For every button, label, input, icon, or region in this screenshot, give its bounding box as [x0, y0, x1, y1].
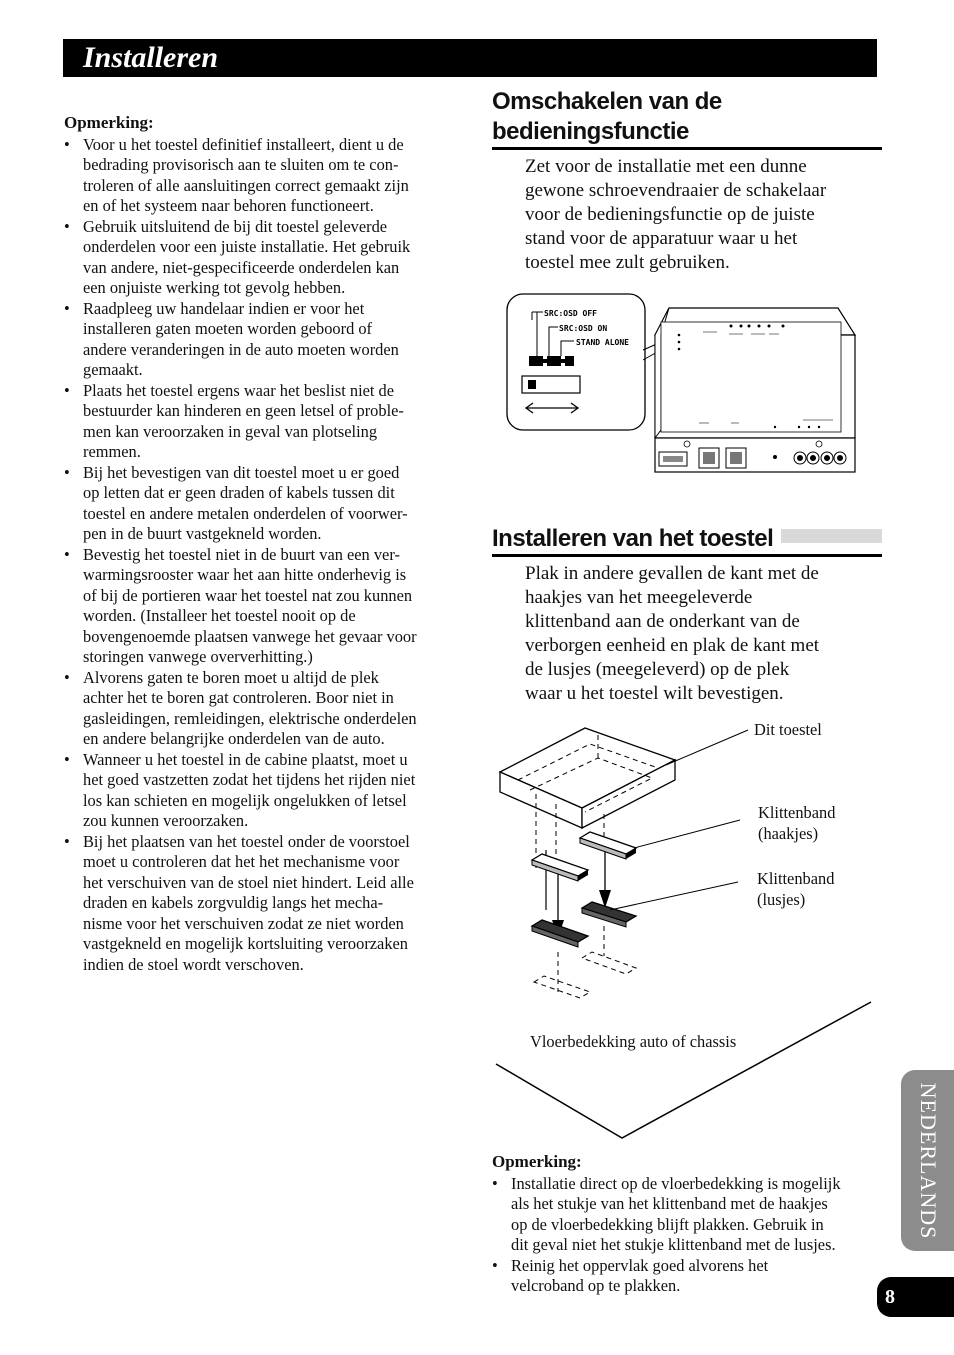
language-tab — [901, 1070, 954, 1251]
label-loops: Klittenband (lusjes) — [757, 869, 835, 909]
list-item: • Raadpleeg uw handelaar indien er voor het installeren gaten moeten worden geboord of andere veranderingen in de auto moeten worden gemaakt. — [64, 299, 456, 381]
hook-strip — [580, 832, 636, 859]
list-item: • Wanneer u het toestel in de cabine plaatst, moet u het goed vastzetten zodat het tijdens het rijden niet los kan schieten en mogelijk ongelukken of letsel zou kunnen veroorzaken. — [64, 750, 456, 832]
list-item: • Alvorens gaten te boren moet u altijd de plek achter het te boren gat controleren. Boor niet in gasleidingen, remleidingen, elektrische onderdelen en andere belangrijke onderdelen van de auto. — [64, 668, 456, 750]
section-body-install: Plak in andere gevallen de kant met de haakjes van het meegeleverde klittenband aan de onderkant van de verborgen eenheid en plak de kant met de lusjes (meegeleverd) op de plek waar u het toestel wilt bevestigen. — [525, 563, 820, 704]
switch-slot — [565, 356, 574, 366]
label-floor: Vloerbedekking auto of chassis — [530, 1032, 737, 1051]
page-title: Installeren — [83, 41, 219, 74]
floor-outline — [496, 1002, 871, 1138]
leader-line — [666, 730, 748, 765]
switch-slot — [529, 356, 543, 366]
mounting-figure — [490, 720, 880, 1145]
section-heading-switch — [492, 88, 882, 150]
section-title: Installeren van het toestel — [492, 524, 781, 554]
leader-line — [634, 820, 740, 848]
list-item: • Bij het bevestigen van dit toestel moet u er goed op letten dat er geen draden of kabels tussen dit toestel en andere metalen onderdelen of voorwer- pen in de buurt vastgekneld worden. — [64, 463, 456, 545]
language-label: NEDERLANDS — [915, 1082, 941, 1239]
page-number-tab — [877, 1277, 954, 1317]
leader-line — [610, 882, 738, 910]
note-heading: Opmerking: — [64, 113, 154, 132]
list-item: • Plaats het toestel ergens waar het beslist niet de bestuurder kan hinderen en geen letsel of proble- men kan veroorzaken in geval van plotseling remmen. — [64, 381, 456, 463]
right-note — [492, 1152, 884, 1297]
page-number: 8 — [885, 1286, 895, 1308]
label-hooks: Klittenband (haakjes) — [758, 803, 836, 843]
switch-slot — [547, 356, 561, 366]
switch-label-stand-alone: STAND ALONE — [576, 338, 629, 347]
section-heading-install — [492, 520, 882, 557]
switch-label-osd-on: SRC:OSD ON — [559, 324, 608, 333]
note-list — [64, 135, 456, 976]
page-title-bar — [63, 39, 877, 77]
note-heading: Opmerking: — [492, 1152, 582, 1171]
list-item: • Bevestig het toestel niet in de buurt van een ver- warmingsrooster waar het aan hitte onderhevig is of bij de portieren waar het toestel nat zou kunnen worden. (Installeer het toestel nooit op de bovengenoemde plaatsen vanwege het gevaar voor storingen vanwege oververhitting.) — [64, 545, 456, 668]
list-item: • Bij het plaatsen van het toestel onder de voorstoel moet u controleren dat het het mechanisme voor het verschuiven van de stoel niet hindert. Leid alle draden en kabels zorgvuldig langs het mecha- nisme voor het verschuiven zodat ze niet worden vastgekneld en mogelijk kortsluiting veroorzaken indien de stoel wordt verschoven. — [64, 832, 456, 976]
list-item: • Installatie direct op de vloerbedekking is mogelijk als het stukje van het klittenband met de haakjes op de vloerbedekking blijft plakken. Gebruik in dit geval niet het stukje klittenband met de lusjes. — [492, 1174, 884, 1256]
unit-illustration — [655, 308, 855, 472]
unit-box — [500, 728, 675, 828]
section-title: Omschakelen van de bedieningsfunctie — [492, 87, 882, 147]
switch-knob — [528, 380, 536, 389]
list-item: • Gebruik uitsluitend de bij dit toestel geleverde onderdelen voor een juiste installatie. Het gebruik van andere, niet-gespecificeerde onderdelen kan een onjuiste werking tot gevolg hebben. — [64, 217, 456, 299]
left-column — [64, 113, 456, 975]
note-list — [492, 1174, 884, 1297]
list-item: • Voor u het toestel definitief installeert, dient u de bedrading provisorisch aan te sluiten om te con- troleren of alle aansluitingen correct gemaakt zijn en of het systeem naar behoren functioneert. — [64, 135, 456, 217]
switch-label-osd-off: SRC:OSD OFF — [544, 309, 597, 318]
list-item: • Reinig het oppervlak goed alvorens het velcroband op te plakken. — [492, 1256, 884, 1297]
section-body-switch: Zet voor de installatie met een dunne gewone schroevendraaier de schakelaar voor de bedieningsfunctie op de juiste stand voor de apparatuur waar u het toestel mee zult gebruiken. — [525, 156, 827, 273]
switch-figure — [503, 290, 863, 475]
label-unit: Dit toestel — [754, 720, 822, 739]
hook-strip — [532, 854, 588, 881]
